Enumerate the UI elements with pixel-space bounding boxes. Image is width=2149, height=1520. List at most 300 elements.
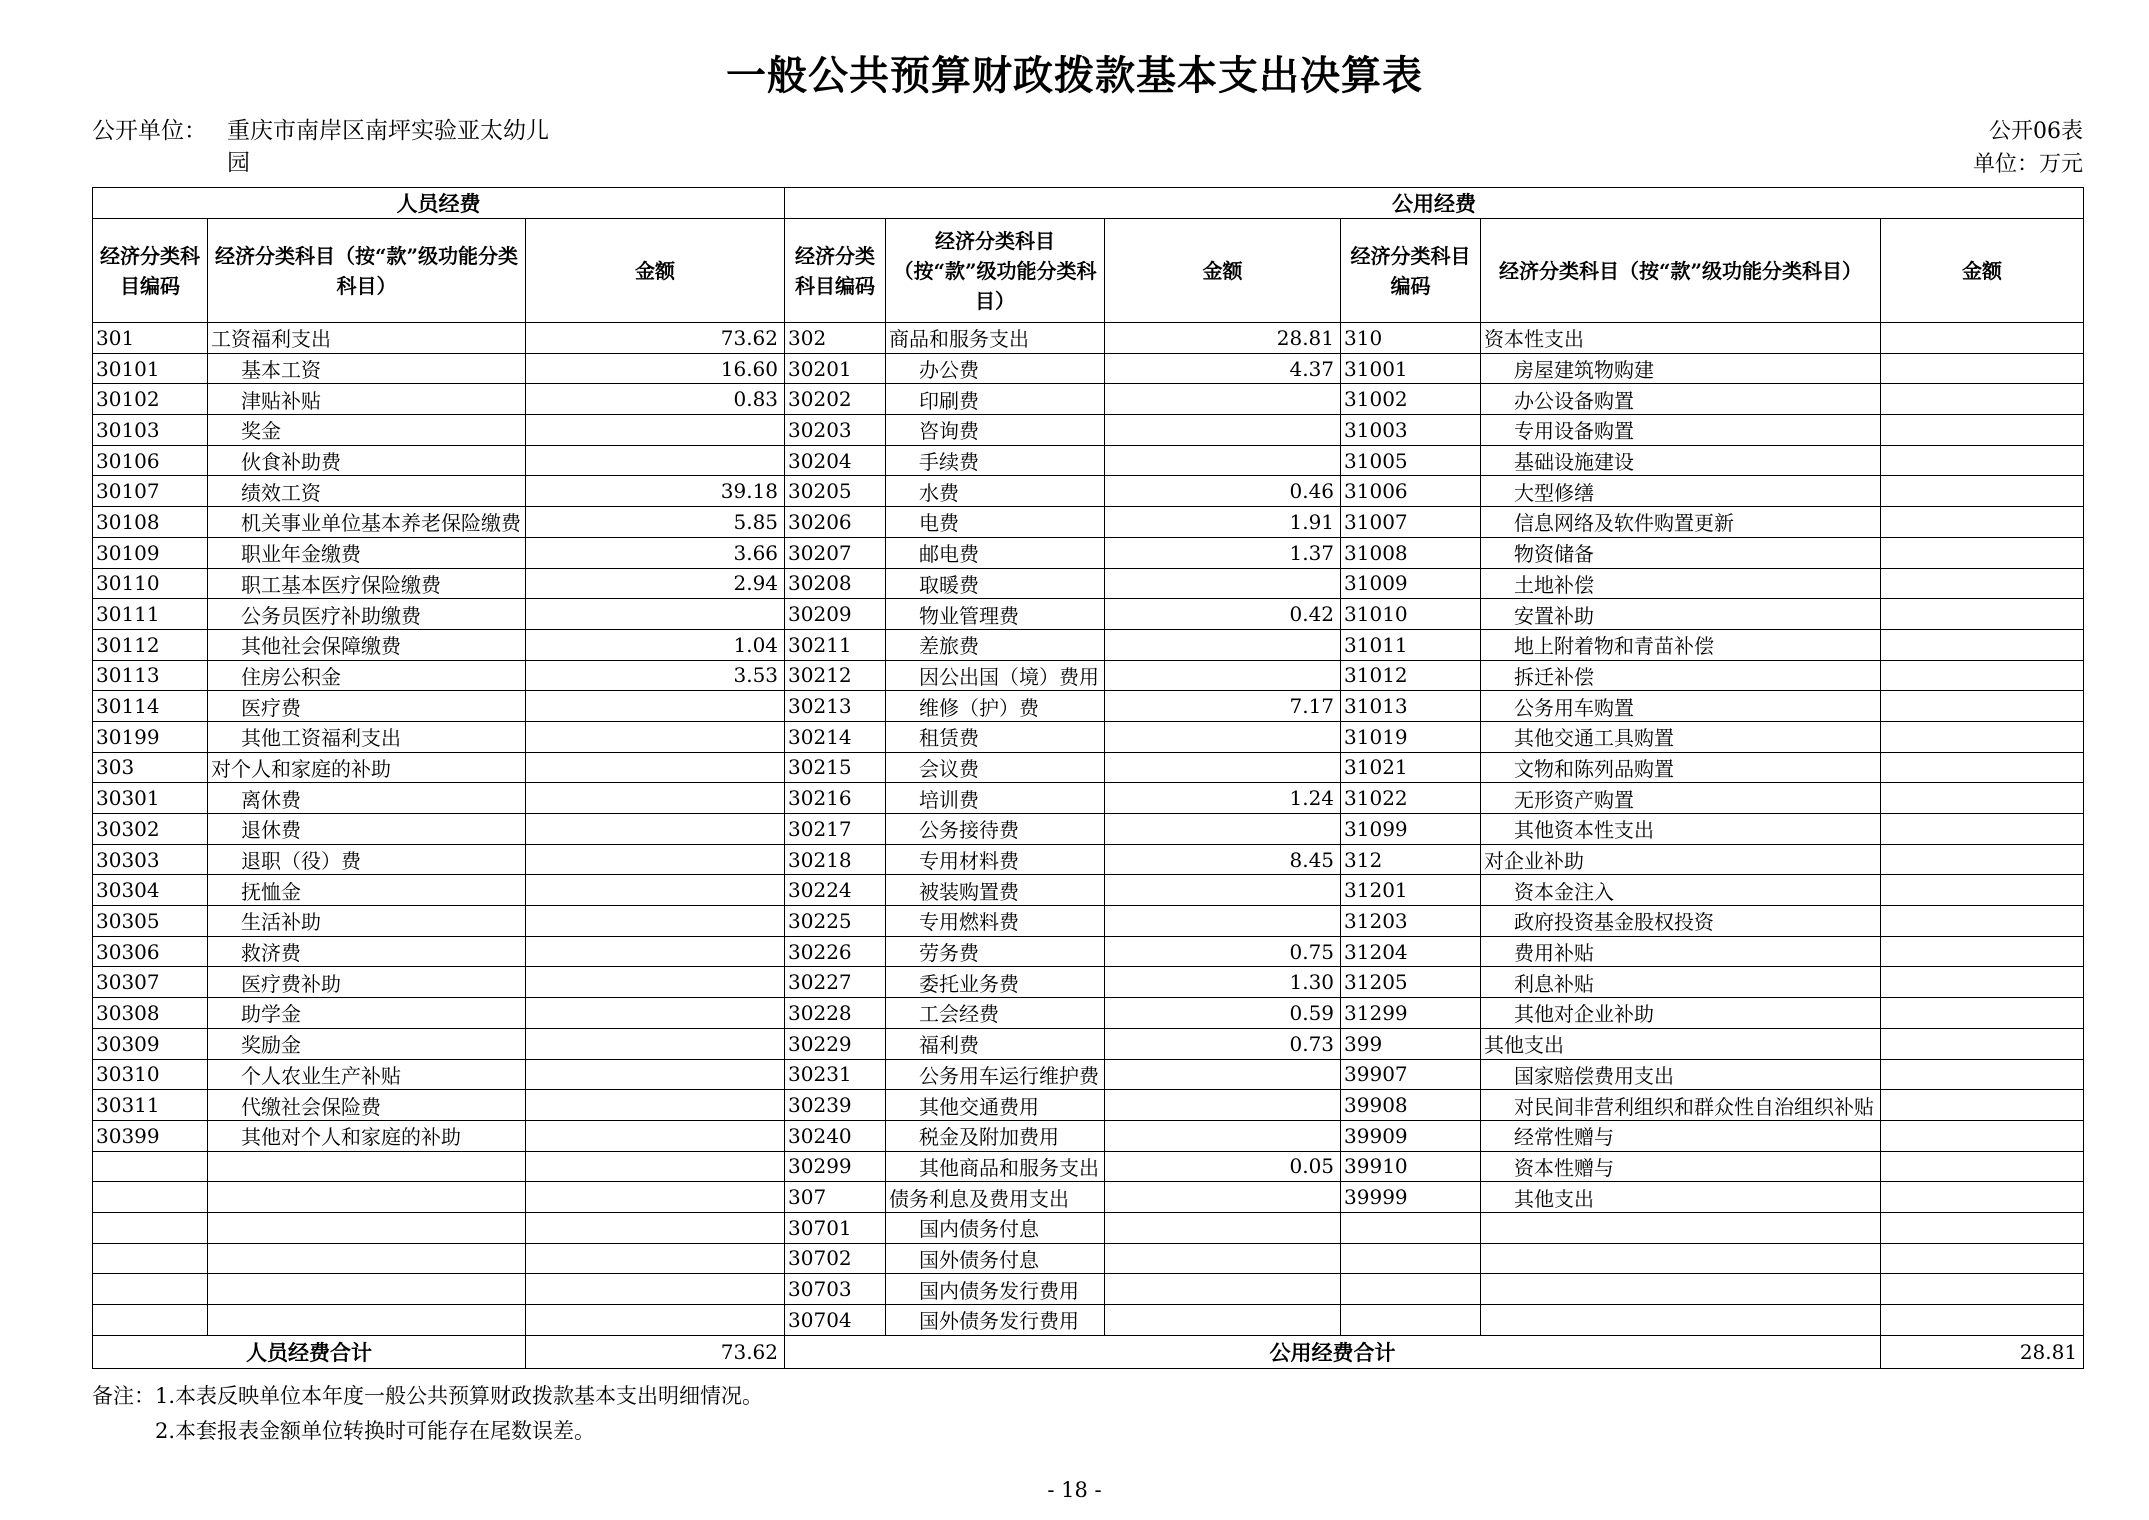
unit-label: 单位：万元 [1972, 152, 2083, 177]
subject-cell: 信息网络及软件购置更新 [1481, 507, 1881, 538]
amount-cell [1881, 384, 2084, 415]
amount-cell [1105, 752, 1341, 783]
amount-cell [1881, 1305, 2084, 1336]
amount-cell: 0.59 [1105, 998, 1341, 1029]
amount-cell [1881, 783, 2084, 814]
amount-cell [526, 1182, 785, 1213]
amount-cell [1881, 691, 2084, 722]
amount-cell [526, 844, 785, 875]
code-cell: 30310 [93, 1059, 208, 1090]
subject-cell: 资本性支出 [1481, 323, 1881, 354]
amount-cell [1105, 1243, 1341, 1274]
subject-cell [208, 1274, 526, 1305]
column-header-row [93, 219, 2084, 323]
code-cell: 39909 [1341, 1120, 1481, 1151]
subject-cell [208, 1305, 526, 1336]
code-cell: 30208 [785, 568, 886, 599]
subject-cell: 劳务费 [886, 936, 1105, 967]
amount-cell: 39.18 [526, 476, 785, 507]
amount-cell [526, 783, 785, 814]
code-cell [93, 1305, 208, 1336]
code-cell: 30216 [785, 783, 886, 814]
table-row [93, 998, 2084, 1029]
code-cell: 301 [93, 323, 208, 354]
amount-cell [1881, 1182, 2084, 1213]
subject-cell: 文物和陈列品购置 [1481, 752, 1881, 783]
amount-cell [1881, 936, 2084, 967]
table-row [93, 415, 2084, 446]
subject-cell: 公务用车运行维护费 [886, 1059, 1105, 1090]
subject-cell: 经常性赠与 [1481, 1120, 1881, 1151]
amount-cell: 28.81 [1105, 323, 1341, 354]
table-row [93, 1274, 2084, 1305]
amount-cell [1881, 476, 2084, 507]
code-cell: 30218 [785, 844, 886, 875]
amount-cell [526, 1059, 785, 1090]
code-cell: 30702 [785, 1243, 886, 1274]
code-cell: 30304 [93, 875, 208, 906]
col-header-amount-2: 金额 [1105, 219, 1341, 323]
amount-cell [1105, 629, 1341, 660]
subject-cell: 资本性赠与 [1481, 1151, 1881, 1182]
amount-cell [1881, 1090, 2084, 1121]
subject-cell: 差旅费 [886, 629, 1105, 660]
subject-cell [1481, 1212, 1881, 1243]
code-cell: 31201 [1341, 875, 1481, 906]
table-row [93, 875, 2084, 906]
group-header-row [93, 188, 2084, 219]
table-row [93, 445, 2084, 476]
amount-cell: 1.04 [526, 629, 785, 660]
subject-cell: 其他对个人和家庭的补助 [208, 1120, 526, 1151]
code-cell [93, 1182, 208, 1213]
subject-cell: 电费 [886, 507, 1105, 538]
subject-cell: 办公设备购置 [1481, 384, 1881, 415]
amount-cell: 0.75 [1105, 936, 1341, 967]
amount-cell: 1.30 [1105, 967, 1341, 998]
subject-cell: 债务利息及费用支出 [886, 1182, 1105, 1213]
amount-cell [526, 998, 785, 1029]
subject-cell: 离休费 [208, 783, 526, 814]
code-cell: 30309 [93, 1028, 208, 1059]
code-cell: 31013 [1341, 691, 1481, 722]
subject-cell: 资本金注入 [1481, 875, 1881, 906]
amount-cell [526, 814, 785, 845]
subject-cell: 津贴补贴 [208, 384, 526, 415]
code-cell: 30227 [785, 967, 886, 998]
group-header-public: 公用经费 [785, 188, 2084, 219]
subject-cell: 其他支出 [1481, 1028, 1881, 1059]
code-cell [1341, 1243, 1481, 1274]
code-cell [93, 1274, 208, 1305]
subject-cell: 费用补贴 [1481, 936, 1881, 967]
amount-cell: 8.45 [1105, 844, 1341, 875]
col-header-amount-3: 金额 [1881, 219, 2084, 323]
code-cell: 31205 [1341, 967, 1481, 998]
code-cell: 30228 [785, 998, 886, 1029]
code-cell [1341, 1305, 1481, 1336]
code-cell: 39910 [1341, 1151, 1481, 1182]
code-cell: 30108 [93, 507, 208, 538]
amount-cell [1881, 568, 2084, 599]
code-cell: 30224 [785, 875, 886, 906]
subject-cell: 物业管理费 [886, 599, 1105, 630]
public-total-label: 公用经费合计 [785, 1335, 1881, 1368]
code-cell: 31002 [1341, 384, 1481, 415]
subject-cell: 水费 [886, 476, 1105, 507]
amount-cell: 7.17 [1105, 691, 1341, 722]
subject-cell: 被装购置费 [886, 875, 1105, 906]
subject-cell: 基本工资 [208, 353, 526, 384]
amount-cell [1881, 752, 2084, 783]
subject-cell: 其他社会保障缴费 [208, 629, 526, 660]
subject-cell: 政府投资基金股权投资 [1481, 906, 1881, 937]
table-row [93, 1212, 2084, 1243]
code-cell: 30205 [785, 476, 886, 507]
col-header-subject-3: 经济分类科目（按“款”级功能分类科目） [1481, 219, 1881, 323]
subject-cell: 对企业补助 [1481, 844, 1881, 875]
subject-cell: 拆迁补偿 [1481, 660, 1881, 691]
subject-cell: 代缴社会保险费 [208, 1090, 526, 1121]
totals-row [93, 1335, 2084, 1368]
subject-cell: 工会经费 [886, 998, 1105, 1029]
amount-cell [526, 1243, 785, 1274]
subject-cell: 维修（护）费 [886, 691, 1105, 722]
code-cell: 30704 [785, 1305, 886, 1336]
code-cell [93, 1212, 208, 1243]
code-cell: 31008 [1341, 537, 1481, 568]
code-cell: 30301 [93, 783, 208, 814]
amount-cell: 73.62 [526, 323, 785, 354]
amount-cell [1881, 1120, 2084, 1151]
table-row [93, 660, 2084, 691]
subject-cell: 国内债务付息 [886, 1212, 1105, 1243]
subject-cell [1481, 1243, 1881, 1274]
code-cell: 30703 [785, 1274, 886, 1305]
subject-cell: 退休费 [208, 814, 526, 845]
code-cell: 30199 [93, 721, 208, 752]
code-cell: 30214 [785, 721, 886, 752]
publisher-label: 公开单位： [92, 118, 207, 144]
notes-list [155, 1379, 763, 1449]
code-cell: 31007 [1341, 507, 1481, 538]
table-row [93, 323, 2084, 354]
subject-cell: 职业年金缴费 [208, 537, 526, 568]
note-item: 1.本表反映单位本年度一般公共预算财政拨款基本支出明细情况。 [155, 1383, 764, 1408]
code-cell: 30239 [785, 1090, 886, 1121]
amount-cell: 0.05 [1105, 1151, 1341, 1182]
code-cell [1341, 1274, 1481, 1305]
subject-cell: 邮电费 [886, 537, 1105, 568]
info-row [0, 101, 2149, 181]
amount-cell [1881, 353, 2084, 384]
amount-cell [1881, 629, 2084, 660]
subject-cell: 商品和服务支出 [886, 323, 1105, 354]
table-row [93, 1243, 2084, 1274]
amount-cell [1105, 1059, 1341, 1090]
subject-cell: 绩效工资 [208, 476, 526, 507]
code-cell: 399 [1341, 1028, 1481, 1059]
code-cell: 30240 [785, 1120, 886, 1151]
code-cell: 31203 [1341, 906, 1481, 937]
subject-cell: 国外债务付息 [886, 1243, 1105, 1274]
amount-cell [1881, 507, 2084, 538]
col-header-amount-1: 金额 [526, 219, 785, 323]
subject-cell: 退职（役）费 [208, 844, 526, 875]
col-header-subject-2: 经济分类科目（按“款”级功能分类科目） [886, 219, 1105, 323]
personnel-total-value: 73.62 [526, 1335, 785, 1368]
subject-cell: 基础设施建设 [1481, 445, 1881, 476]
subject-cell: 其他资本性支出 [1481, 814, 1881, 845]
subject-cell: 其他交通工具购置 [1481, 721, 1881, 752]
amount-cell [1881, 721, 2084, 752]
code-cell: 31009 [1341, 568, 1481, 599]
code-cell: 30112 [93, 629, 208, 660]
publisher-name: 重庆市南岸区南坪实验亚太幼儿园 [227, 118, 549, 176]
public-total-value: 28.81 [1881, 1335, 2084, 1368]
amount-cell [1881, 323, 2084, 354]
personnel-total-label: 人员经费合计 [93, 1335, 526, 1368]
subject-cell: 物资储备 [1481, 537, 1881, 568]
subject-cell: 专用设备购置 [1481, 415, 1881, 446]
code-cell: 31021 [1341, 752, 1481, 783]
doc-meta [1973, 115, 2083, 181]
table-row [93, 537, 2084, 568]
amount-cell [1105, 1305, 1341, 1336]
subject-cell [1481, 1274, 1881, 1305]
table-row [93, 752, 2084, 783]
amount-cell [526, 691, 785, 722]
amount-cell [526, 1212, 785, 1243]
table-row [93, 384, 2084, 415]
amount-cell: 0.42 [1105, 599, 1341, 630]
amount-cell [1881, 814, 2084, 845]
code-cell: 30203 [785, 415, 886, 446]
code-cell: 310 [1341, 323, 1481, 354]
amount-cell: 3.66 [526, 537, 785, 568]
code-cell: 30302 [93, 814, 208, 845]
code-cell: 30306 [93, 936, 208, 967]
amount-cell: 0.46 [1105, 476, 1341, 507]
table-row [93, 1028, 2084, 1059]
table-row [93, 476, 2084, 507]
table-row [93, 629, 2084, 660]
code-cell: 31001 [1341, 353, 1481, 384]
table-row [93, 507, 2084, 538]
subject-cell: 其他支出 [1481, 1182, 1881, 1213]
amount-cell [1881, 1059, 2084, 1090]
amount-cell [1881, 1028, 2084, 1059]
subject-cell: 其他工资福利支出 [208, 721, 526, 752]
subject-cell: 房屋建筑物购建 [1481, 353, 1881, 384]
subject-cell: 专用材料费 [886, 844, 1105, 875]
amount-cell [1105, 384, 1341, 415]
code-cell: 30102 [93, 384, 208, 415]
table-row [93, 814, 2084, 845]
subject-cell: 工资福利支出 [208, 323, 526, 354]
subject-cell: 咨询费 [886, 415, 1105, 446]
amount-cell [526, 1305, 785, 1336]
subject-cell: 公务用车购置 [1481, 691, 1881, 722]
subject-cell: 办公费 [886, 353, 1105, 384]
subject-cell: 公务接待费 [886, 814, 1105, 845]
amount-cell [1881, 599, 2084, 630]
amount-cell [1105, 1182, 1341, 1213]
code-cell: 30111 [93, 599, 208, 630]
amount-cell [526, 936, 785, 967]
amount-cell: 1.91 [1105, 507, 1341, 538]
code-cell: 30299 [785, 1151, 886, 1182]
amount-cell [526, 752, 785, 783]
code-cell: 30114 [93, 691, 208, 722]
subject-cell: 伙食补助费 [208, 445, 526, 476]
amount-cell: 4.37 [1105, 353, 1341, 384]
code-cell: 307 [785, 1182, 886, 1213]
code-cell: 31099 [1341, 814, 1481, 845]
subject-cell: 抚恤金 [208, 875, 526, 906]
subject-cell: 医疗费 [208, 691, 526, 722]
subject-cell: 委托业务费 [886, 967, 1105, 998]
code-cell: 30204 [785, 445, 886, 476]
amount-cell [526, 875, 785, 906]
amount-cell [1881, 1274, 2084, 1305]
amount-cell [1105, 445, 1341, 476]
code-cell: 31019 [1341, 721, 1481, 752]
subject-cell: 税金及附加费用 [886, 1120, 1105, 1151]
subject-cell: 其他交通费用 [886, 1090, 1105, 1121]
notes-label: 备注： [92, 1383, 155, 1408]
code-cell: 30215 [785, 752, 886, 783]
amount-cell [1881, 906, 2084, 937]
amount-cell [1881, 1151, 2084, 1182]
subject-cell: 奖励金 [208, 1028, 526, 1059]
subject-cell: 大型修缮 [1481, 476, 1881, 507]
code-cell [93, 1243, 208, 1274]
amount-cell [1105, 1212, 1341, 1243]
subject-cell: 国外债务发行费用 [886, 1305, 1105, 1336]
table-row [93, 936, 2084, 967]
code-cell: 30212 [785, 660, 886, 691]
code-cell: 30308 [93, 998, 208, 1029]
table-code: 公开06表 [1989, 119, 2083, 144]
table-row [93, 1151, 2084, 1182]
subject-cell: 印刷费 [886, 384, 1105, 415]
amount-cell: 0.83 [526, 384, 785, 415]
col-header-subject-1: 经济分类科目（按“款”级功能分类科目） [208, 219, 526, 323]
subject-cell: 福利费 [886, 1028, 1105, 1059]
amount-cell [526, 1120, 785, 1151]
amount-cell [1881, 875, 2084, 906]
code-cell: 30311 [93, 1090, 208, 1121]
code-cell: 30110 [93, 568, 208, 599]
code-cell: 39908 [1341, 1090, 1481, 1121]
code-cell: 30303 [93, 844, 208, 875]
subject-cell: 安置补助 [1481, 599, 1881, 630]
subject-cell: 生活补助 [208, 906, 526, 937]
subject-cell: 国内债务发行费用 [886, 1274, 1105, 1305]
amount-cell: 2.94 [526, 568, 785, 599]
code-cell: 31010 [1341, 599, 1481, 630]
amount-cell [1105, 814, 1341, 845]
table-row [93, 1059, 2084, 1090]
code-cell: 30225 [785, 906, 886, 937]
code-cell: 30103 [93, 415, 208, 446]
amount-cell [1881, 998, 2084, 1029]
subject-cell [208, 1212, 526, 1243]
subject-cell: 公务员医疗补助缴费 [208, 599, 526, 630]
subject-cell [208, 1243, 526, 1274]
subject-cell: 医疗费补助 [208, 967, 526, 998]
page-title: 一般公共预算财政拨款基本支出决算表 [726, 52, 1423, 99]
code-cell: 30202 [785, 384, 886, 415]
table-row [93, 721, 2084, 752]
code-cell: 30207 [785, 537, 886, 568]
subject-cell: 土地补偿 [1481, 568, 1881, 599]
code-cell: 312 [1341, 844, 1481, 875]
table-row [93, 783, 2084, 814]
expenditure-table [92, 187, 2084, 1369]
amount-cell [526, 967, 785, 998]
amount-cell [526, 1028, 785, 1059]
code-cell: 30211 [785, 629, 886, 660]
subject-cell: 专用燃料费 [886, 906, 1105, 937]
group-header-personnel: 人员经费 [93, 188, 785, 219]
code-cell: 30226 [785, 936, 886, 967]
table-row [93, 906, 2084, 937]
amount-cell [526, 906, 785, 937]
subject-cell: 个人农业生产补贴 [208, 1059, 526, 1090]
col-header-code-2: 经济分类科目编码 [785, 219, 886, 323]
code-cell: 30209 [785, 599, 886, 630]
subject-cell: 无形资产购置 [1481, 783, 1881, 814]
subject-cell [1481, 1305, 1881, 1336]
amount-cell [1105, 875, 1341, 906]
note-item: 2.本套报表金额单位转换时可能存在尾数误差。 [155, 1418, 596, 1443]
code-cell [1341, 1212, 1481, 1243]
code-cell: 31204 [1341, 936, 1481, 967]
table-row [93, 568, 2084, 599]
code-cell: 30201 [785, 353, 886, 384]
table-row [93, 1120, 2084, 1151]
subject-cell: 其他商品和服务支出 [886, 1151, 1105, 1182]
publisher [92, 115, 557, 179]
subject-cell: 因公出国（境）费用 [886, 660, 1105, 691]
amount-cell [526, 445, 785, 476]
subject-cell: 国家赔偿费用支出 [1481, 1059, 1881, 1090]
subject-cell: 奖金 [208, 415, 526, 446]
code-cell: 30231 [785, 1059, 886, 1090]
code-cell: 30109 [93, 537, 208, 568]
subject-cell: 机关事业单位基本养老保险缴费 [208, 507, 526, 538]
col-header-code-3: 经济分类科目编码 [1341, 219, 1481, 323]
subject-cell: 租赁费 [886, 721, 1105, 752]
amount-cell [1105, 660, 1341, 691]
amount-cell [1881, 415, 2084, 446]
table-row [93, 1090, 2084, 1121]
amount-cell: 3.53 [526, 660, 785, 691]
amount-cell [526, 599, 785, 630]
amount-cell [1881, 660, 2084, 691]
notes [0, 1369, 2149, 1449]
amount-cell: 5.85 [526, 507, 785, 538]
amount-cell [1105, 721, 1341, 752]
amount-cell [526, 1274, 785, 1305]
subject-cell [208, 1151, 526, 1182]
subject-cell [208, 1182, 526, 1213]
subject-cell: 住房公积金 [208, 660, 526, 691]
amount-cell [1881, 1212, 2084, 1243]
amount-cell [1881, 967, 2084, 998]
